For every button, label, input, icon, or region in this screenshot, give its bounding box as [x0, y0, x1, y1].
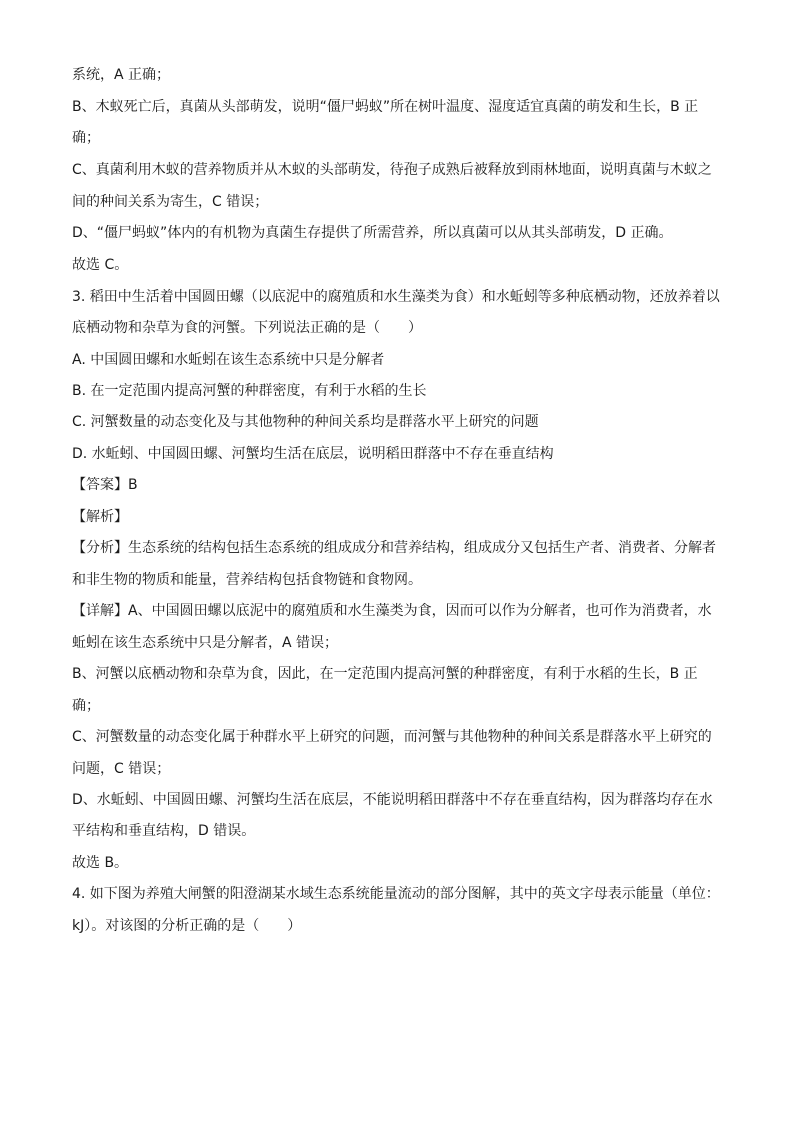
text-line-2: B、木蚁死亡后，真菌从头部萌发，说明“僵尸蚂蚁”所在树叶温度、湿度适宜真菌的萌发和生长，B 正 [72, 99, 699, 115]
detail-line-8: 平结构和垂直结构，D 错误。 [72, 823, 256, 839]
text-line-1: 系统，A 正确； [72, 67, 171, 83]
question-3-stem-line-2: 底栖动物和杂草为食的河蟹。下列说法正确的是（ ） [72, 320, 422, 336]
detail-line-1: 【详解】A、中国圆田螺以底泥中的腐殖质和水生藻类为食，因而可以作为分解者，也可作为消费者，水 [72, 603, 712, 619]
question-3-option-d: D. 水蚯蚓、中国圆田螺、河蟹均生活在底层，说明稻田群落中不存在垂直结构 [72, 446, 554, 462]
detail-line-3: B、河蟹以底栖动物和杂草为食，因此，在一定范围内提高河蟹的种群密度，有利于水稻的生长，B 正 [72, 666, 698, 682]
question-3-option-b: B. 在一定范围内提高河蟹的种群密度，有利于水稻的生长 [72, 383, 427, 399]
question-4-stem-line-1: 4. 如下图为养殖大闸蟹的阳澄湖某水域生态系统能量流动的部分图解，其中的英文字母表示能量（单位： [72, 886, 720, 902]
text-line-5: 间的种间关系为寄生，C 错误； [72, 194, 269, 210]
answer-label: 【答案】B [72, 477, 138, 493]
question-3-option-a: A. 中国圆田螺和水蚯蚓在该生态系统中只是分解者 [72, 352, 385, 368]
detail-line-5: C、河蟹数量的动态变化属于种群水平上研究的问题，而河蟹与其他物种的种间关系是群落水平上研究的 [72, 729, 712, 745]
detail-line-9: 故选 B。 [72, 855, 129, 871]
text-line-7: 故选 C。 [72, 257, 129, 273]
question-3-option-c: C. 河蟹数量的动态变化及与其他物种的种间关系均是群落水平上研究的问题 [72, 414, 539, 430]
detail-line-7: D、水蚯蚓、中国圆田螺、河蟹均生活在底层，不能说明稻田群落中不存在垂直结构，因为群落均存在水 [72, 792, 713, 808]
analysis-label: 【解析】 [72, 509, 128, 525]
question-3-stem-line-1: 3. 稻田中生活着中国圆田螺（以底泥中的腐殖质和水生藻类为食）和水蚯蚓等多种底栖动物，还放养着以 [72, 289, 720, 305]
analysis-line-1: 【分析】生态系统的结构包括生态系统的组成成分和营养结构，组成成分又包括生产者、消费者、分解者 [72, 540, 716, 556]
detail-line-4: 确； [72, 698, 100, 714]
question-4-stem-line-2: kJ）。对该图的分析正确的是（ ） [72, 918, 302, 934]
detail-line-2: 蚯蚓在该生态系统中只是分解者，A 错误； [72, 635, 339, 651]
text-line-6: D、“僵尸蚂蚁”体内的有机物为真菌生存提供了所需营养，所以真菌可以从其头部萌发，D 正确。 [72, 225, 673, 241]
detail-line-6: 问题，C 错误； [72, 761, 171, 777]
text-line-3: 确； [72, 130, 100, 146]
text-line-4: C、真菌利用木蚁的营养物质并从木蚁的头部萌发，待孢子成熟后被释放到雨林地面，说明真菌与木蚁之 [72, 162, 712, 178]
analysis-line-2: 和非生物的物质和能量，营养结构包括食物链和食物网。 [72, 572, 422, 588]
